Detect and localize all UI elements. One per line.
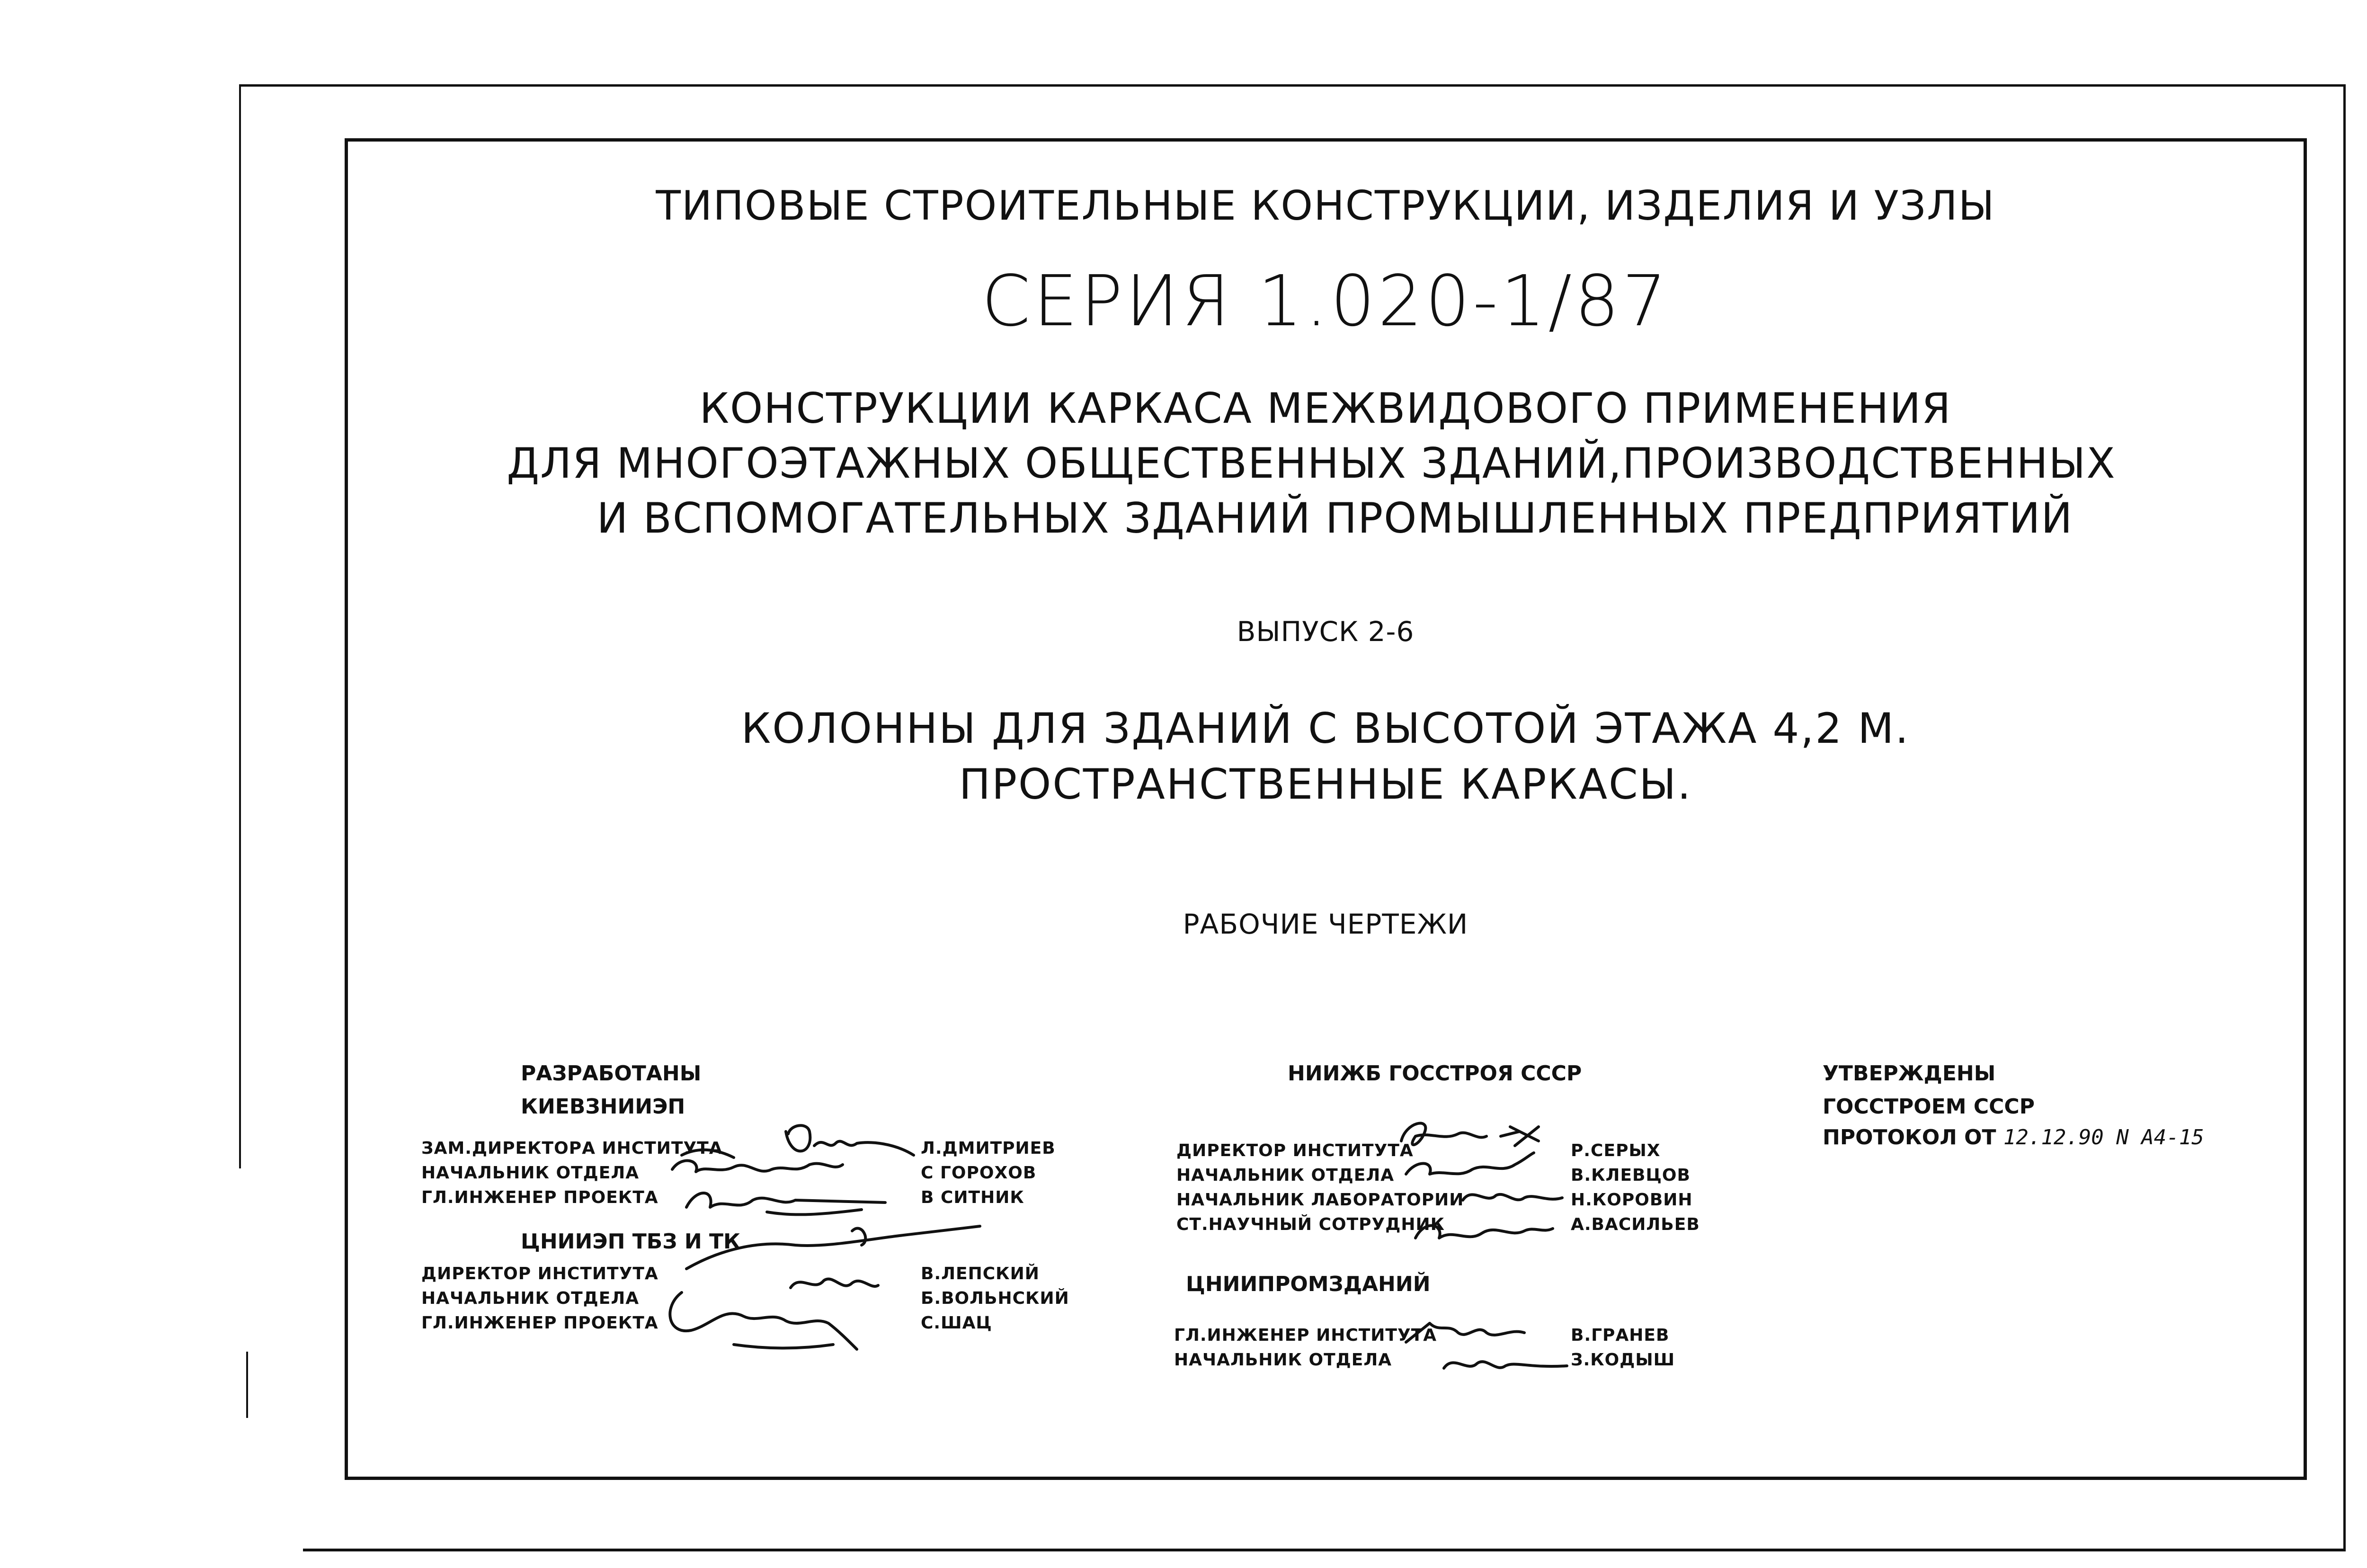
role-label: ГЛ.ИНЖЕНЕР ИНСТИТУТА — [1174, 1326, 1437, 1345]
cniipromzdaniy-org: ЦНИИПРОМЗДАНИЙ — [1186, 1272, 1431, 1296]
role-label: НАЧАЛЬНИК ОТДЕЛА — [1174, 1350, 1392, 1370]
signature-vasiliev — [1411, 1210, 1562, 1252]
person-name: Б.ВОЛЬНСКИЙ — [921, 1289, 1069, 1308]
role-label: ЗАМ.ДИРЕКТОРА ИНСТИТУТА — [421, 1139, 723, 1158]
document-subtitle — [350, 381, 2301, 546]
subtitle-line-2: ДЛЯ МНОГОЭТАЖНЫХ ОБЩЕСТВЕННЫХ ЗДАНИЙ,ПРОИЗВОДСТВЕННЫХ — [507, 439, 2116, 488]
document-type: РАБОЧИЕ ЧЕРТЕЖИ — [1183, 908, 1468, 940]
issue-number: ВЫПУСК 2-6 — [1237, 615, 1415, 648]
cniiep-roles — [421, 1262, 658, 1336]
person-name: В СИТНИК — [921, 1188, 1024, 1207]
sheet-left-mark — [246, 1352, 248, 1418]
approved-line-1: УТВЕРЖДЕНЫ — [1823, 1061, 1996, 1086]
approved-line-2: ГОССТРОЕМ СССР — [1823, 1095, 2035, 1119]
kievzniiep-org: КИЕВЗНИИЭП — [521, 1095, 685, 1119]
person-name: Н.КОРОВИН — [1571, 1190, 1693, 1210]
person-name: В.ГРАНЕВ — [1571, 1326, 1670, 1345]
role-label: НАЧАЛЬНИК ОТДЕЛА — [421, 1163, 640, 1183]
niizhb-heading: НИИЖБ ГОССТРОЯ СССР — [1288, 1061, 1582, 1086]
approved-line-3 — [1823, 1124, 2204, 1151]
developed-heading: РАЗРАБОТАНЫ — [521, 1061, 702, 1086]
person-name: З.КОДЫШ — [1571, 1350, 1675, 1370]
protocol-handwritten: 12.12.90 N А4-15 — [2003, 1125, 2204, 1149]
sheet-right-border — [2343, 84, 2346, 1551]
kievzniiep-names — [921, 1136, 1056, 1210]
document-topic — [350, 701, 2301, 812]
cniiep-org: ЦНИИЭП ТБЗ И ТК — [521, 1229, 740, 1254]
role-label: НАЧАЛЬНИК ЛАБОРАТОРИИ — [1176, 1190, 1464, 1210]
subtitle-line-1: КОНСТРУКЦИИ КАРКАСА МЕЖВИДОВОГО ПРИМЕНЕНИЯ — [699, 384, 1952, 433]
person-name: В.ЛЕПСКИЙ — [921, 1264, 1040, 1283]
person-name: С ГОРОХОВ — [921, 1163, 1037, 1183]
signature-sitnik — [672, 1179, 918, 1221]
role-label: НАЧАЛЬНИК ОТДЕЛА — [421, 1289, 640, 1308]
role-label: НАЧАЛЬНИК ОТДЕЛА — [1176, 1166, 1395, 1185]
person-name: А.ВАСИЛЬЕВ — [1571, 1215, 1700, 1234]
signature-shats — [653, 1278, 871, 1359]
role-label: ДИРЕКТОР ИНСТИТУТА — [1176, 1141, 1414, 1160]
niizhb-names — [1571, 1139, 1700, 1237]
role-label: ГЛ.ИНЖЕНЕР ПРОЕКТА — [421, 1188, 658, 1207]
signature-kodysh — [1439, 1345, 1572, 1387]
person-name: С.ШАЦ — [921, 1313, 992, 1333]
cniipromzdaniy-names — [1571, 1323, 1675, 1372]
role-label: СТ.НАУЧНЫЙ СОТРУДНИК — [1176, 1215, 1445, 1234]
sheet-top-border — [239, 84, 2346, 87]
person-name: Р.СЕРЫХ — [1571, 1141, 1661, 1160]
protocol-label: ПРОТОКОЛ ОТ — [1823, 1125, 1996, 1149]
topic-line-1: КОЛОННЫ ДЛЯ ЗДАНИЙ С ВЫСОТОЙ ЭТАЖА 4,2 М. — [741, 704, 1910, 753]
cniipromzdaniy-roles — [1174, 1323, 1437, 1372]
person-name: Л.ДМИТРИЕВ — [921, 1139, 1056, 1158]
role-label: ДИРЕКТОР ИНСТИТУТА — [421, 1264, 658, 1283]
sheet-left-border — [239, 84, 241, 1168]
person-name: В.КЛЕВЦОВ — [1571, 1166, 1691, 1185]
series-number: СЕРИЯ 1.020-1/87 — [981, 260, 1670, 342]
document-category: ТИПОВЫЕ СТРОИТЕЛЬНЫЕ КОНСТРУКЦИИ, ИЗДЕЛИЯ И УЗЛЫ — [656, 182, 1995, 230]
subtitle-line-3: И ВСПОМОГАТЕЛЬНЫХ ЗДАНИЙ ПРОМЫШЛЕННЫХ ПРЕДПРИЯТИЙ — [596, 494, 2073, 543]
role-label: ГЛ.ИНЖЕНЕР ПРОЕКТА — [421, 1313, 658, 1333]
sheet-bottom-border — [303, 1549, 2346, 1551]
topic-line-2: ПРОСТРАНСТВЕННЫЕ КАРКАСЫ. — [959, 760, 1692, 809]
